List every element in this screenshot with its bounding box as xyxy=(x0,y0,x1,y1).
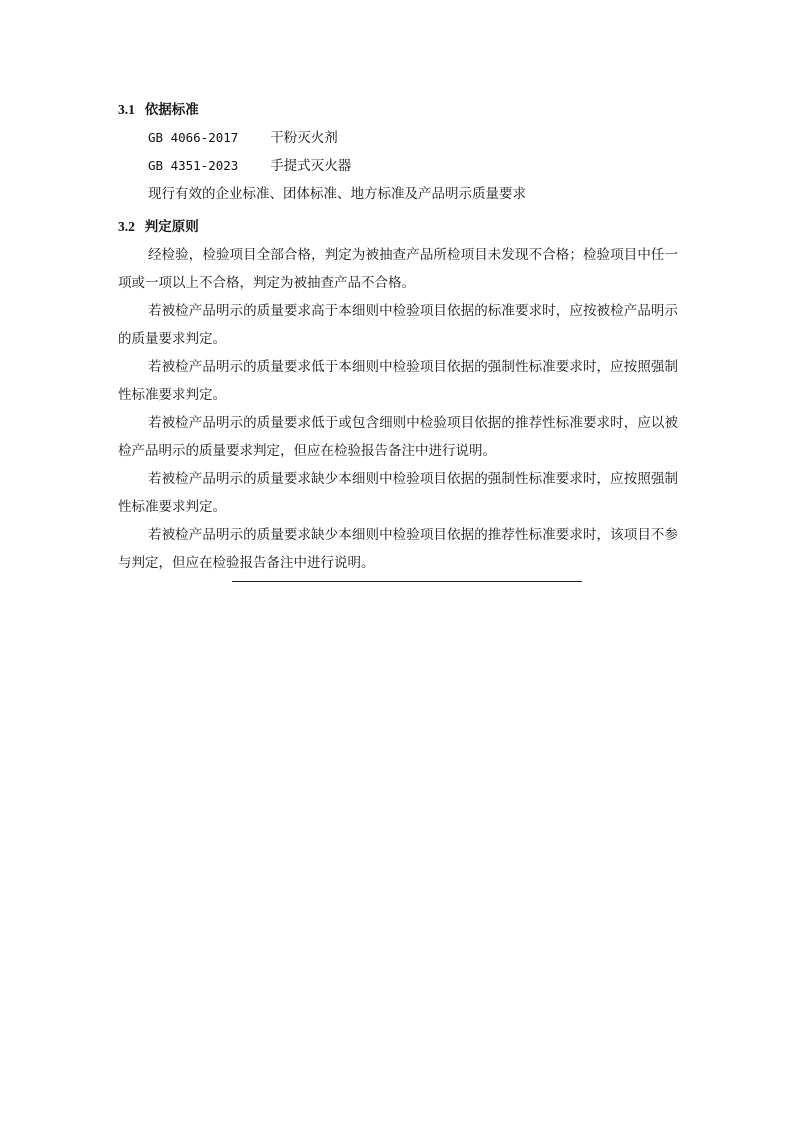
document-page xyxy=(118,96,678,577)
judgment-paragraph: 若被检产品明示的质量要求低于或包含细则中检验项目依据的推荐性标准要求时，应以被检产品明示的质量要求判定，但应在检验报告备注中进行说明。 xyxy=(118,415,678,459)
judgment-paragraph: 若被检产品明示的质量要求缺少本细则中检验项目依据的推荐性标准要求时，该项目不参与判定，但应在检验报告备注中进行说明。 xyxy=(118,527,678,571)
standard-item xyxy=(118,124,678,152)
section-title: 判定原则 xyxy=(144,219,199,235)
judgment-paragraph: 若被检产品明示的质量要求缺少本细则中检验项目依据的强制性标准要求时，应按照强制性标准要求判定。 xyxy=(118,471,678,515)
standard-name: 手提式灭火器 xyxy=(270,158,352,174)
standard-name: 干粉灭火剂 xyxy=(270,130,338,146)
standard-code: GB 4066-2017 xyxy=(148,130,239,145)
standards-note: 现行有效的企业标准、团体标准、地方标准及产品明示质量要求 xyxy=(148,186,526,202)
section-number: 3.1 xyxy=(118,102,135,117)
judgment-paragraph: 经检验，检验项目全部合格，判定为被抽查产品所检项目未发现不合格；检验项目中任一项或一项以上不合格，判定为被抽查产品不合格。 xyxy=(118,247,678,291)
standard-code: GB 4351-2023 xyxy=(148,158,239,173)
standard-item xyxy=(118,152,678,180)
section-3-2-heading xyxy=(118,213,678,241)
judgment-paragraph: 若被检产品明示的质量要求低于本细则中检验项目依据的强制性标准要求时，应按照强制性标准要求判定。 xyxy=(118,359,678,403)
section-number: 3.2 xyxy=(118,219,135,234)
section-3-1-heading xyxy=(118,96,678,124)
end-rule-divider xyxy=(232,581,582,582)
judgment-paragraph: 若被检产品明示的质量要求高于本细则中检验项目依据的标准要求时，应按被检产品明示的质量要求判定。 xyxy=(118,303,678,347)
section-title: 依据标准 xyxy=(144,102,199,118)
